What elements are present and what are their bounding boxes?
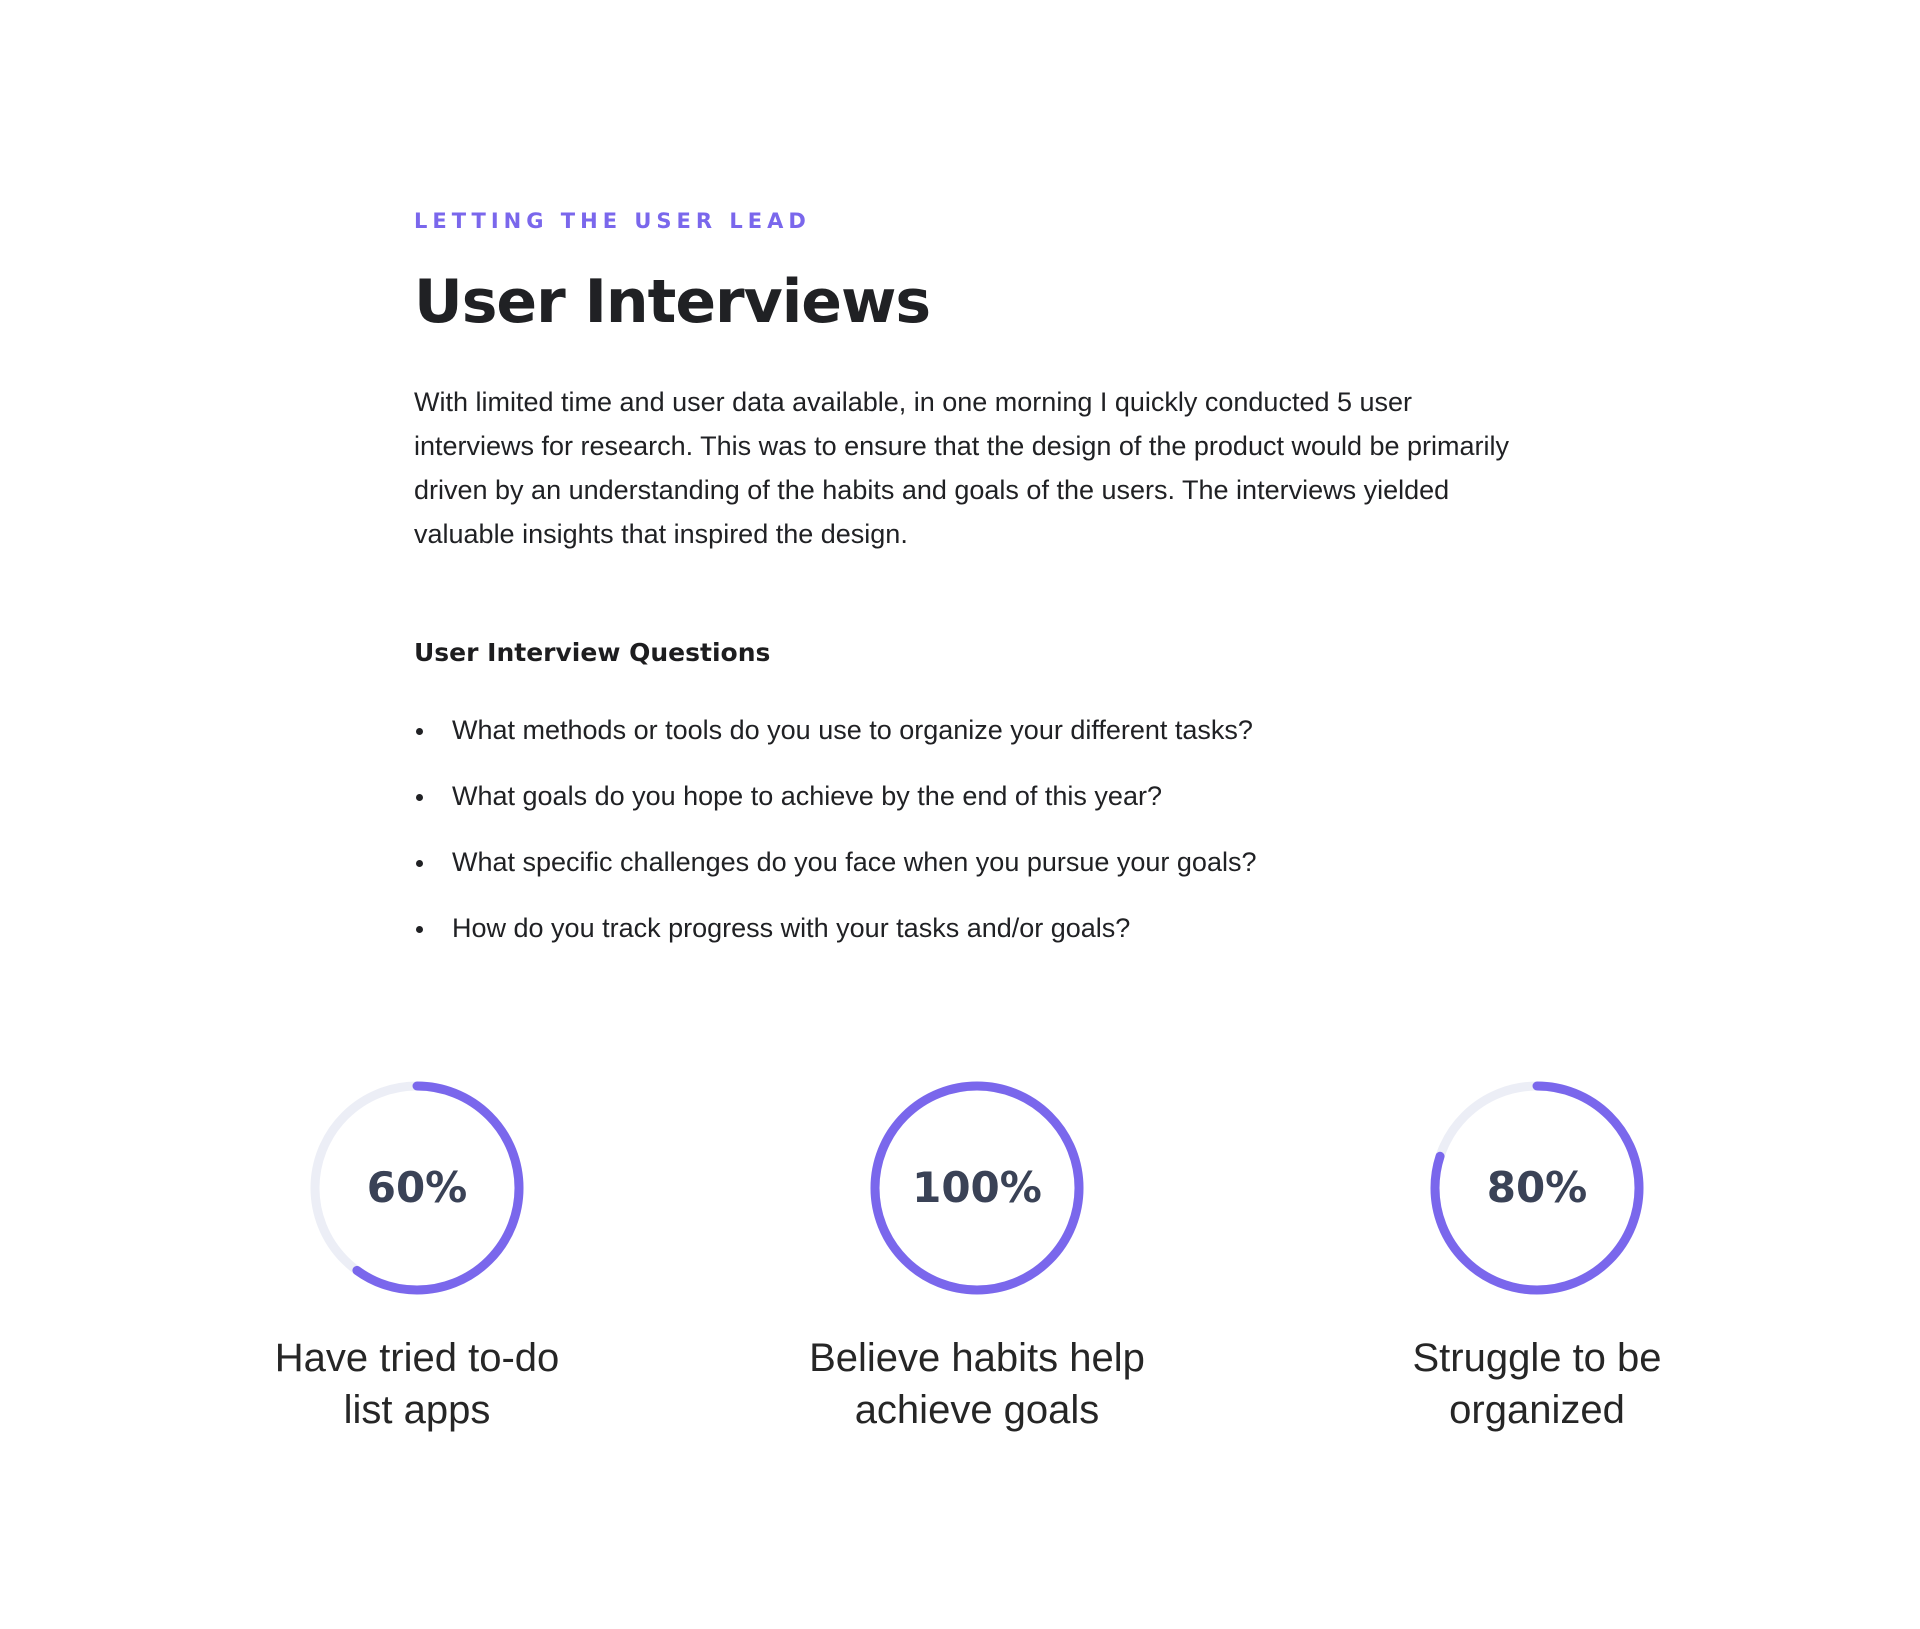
stat-label-line: Struggle to be	[1412, 1336, 1662, 1380]
progress-ring	[869, 1080, 1085, 1296]
stat-label-line: organized	[1449, 1388, 1625, 1432]
stat-card	[1337, 1080, 1737, 1436]
stat-label	[217, 1332, 617, 1436]
stat-card	[217, 1080, 617, 1436]
section-eyebrow: LETTING THE USER LEAD	[414, 209, 811, 233]
page-title: User Interviews	[414, 267, 931, 337]
question-item	[414, 778, 1524, 814]
stat-label	[777, 1332, 1177, 1436]
question-item	[414, 910, 1524, 946]
content-section	[414, 206, 1524, 976]
stat-label-line: Believe habits help	[809, 1336, 1145, 1380]
question-item	[414, 712, 1524, 748]
stat-label	[1337, 1332, 1737, 1436]
question-item	[414, 844, 1524, 880]
stat-label-line: Have tried to-do	[274, 1336, 560, 1380]
questions-heading: User Interview Questions	[414, 638, 771, 667]
question-text: How do you track progress with your tasks and/or goals?	[452, 913, 1131, 943]
intro-paragraph: With limited time and user data available, in one morning I quickly conducted 5 user interviews for research. This was to ensure that the design of the product would be primarily driven by an understanding of the habits and goals of the users. The interviews yielded valuable insights that inspired the design.	[414, 387, 1510, 549]
stat-label-line: achieve goals	[854, 1388, 1100, 1432]
question-text: What methods or tools do you use to organize your different tasks?	[452, 715, 1253, 745]
stat-value: 100%	[912, 1163, 1042, 1212]
stat-label-line: list apps	[343, 1388, 491, 1432]
question-text: What goals do you hope to achieve by the end of this year?	[452, 781, 1162, 811]
progress-ring	[309, 1080, 525, 1296]
bullet-icon	[416, 926, 423, 933]
bullet-icon	[416, 860, 423, 867]
questions-list	[414, 712, 1524, 946]
stat-value: 80%	[1486, 1163, 1588, 1212]
stat-value: 60%	[366, 1163, 468, 1212]
bullet-icon	[416, 794, 423, 801]
question-text: What specific challenges do you face when you pursue your goals?	[452, 847, 1257, 877]
bullet-icon	[416, 728, 423, 735]
stat-card	[777, 1080, 1177, 1436]
progress-ring	[1429, 1080, 1645, 1296]
